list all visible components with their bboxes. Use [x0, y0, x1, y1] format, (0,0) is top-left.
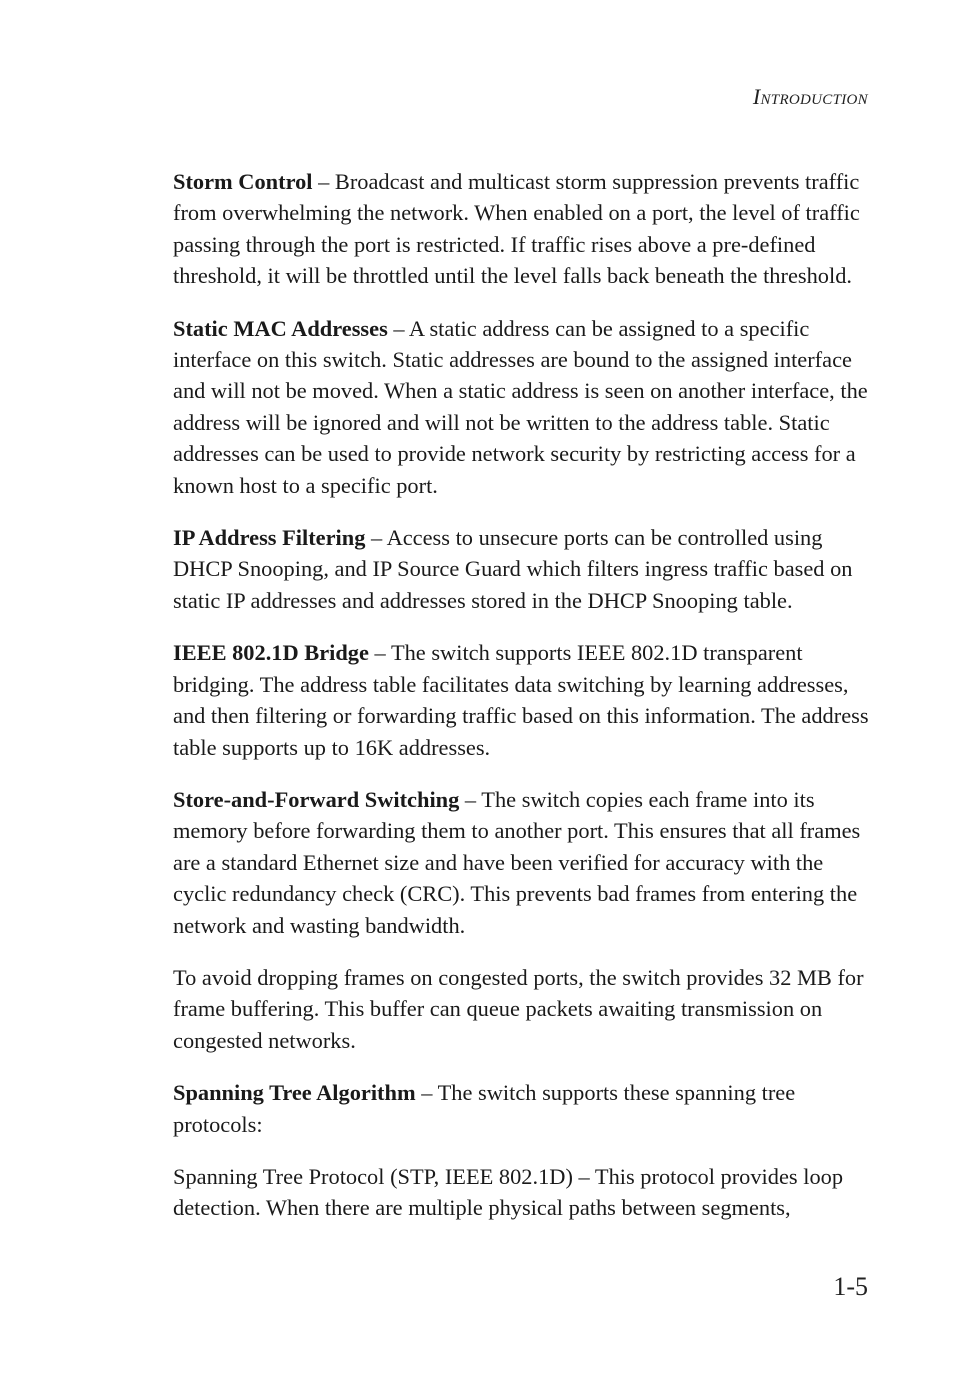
- paragraph-stp: [173, 1161, 873, 1224]
- term-storm-control: Storm Control: [173, 169, 313, 194]
- paragraph-text: – Broadcast and multicast storm suppression prevents traffic from overwhelming the network. When enabled on a port, the level of traffic passing through the port is restricted. If traffic rises above a pre-defined threshold, it will be throttled until the level falls back beneath the threshold.: [173, 169, 860, 289]
- term-static-mac-addresses: Static MAC Addresses: [173, 315, 388, 341]
- paragraph-text: – Access to unsecure ports can be controlled using DHCP Snooping, and IP Source Guard which filters ingress traffic based on static IP addresses and addresses stored in the DHCP Snooping table.: [173, 525, 853, 613]
- paragraph-spanning-tree-algorithm: [173, 1077, 873, 1140]
- paragraph-text: – The switch supports IEEE 802.1D transparent bridging. The address table facilitates data switching by learning addresses, and then filtering or forwarding traffic based on this information. The address table supports up to 16K addresses.: [173, 640, 869, 760]
- term-store-and-forward: Store-and-Forward Switching: [173, 786, 460, 812]
- term-ieee-bridge: IEEE 802.1D Bridge: [173, 640, 369, 666]
- paragraph-text: To avoid dropping frames on congested ports, the switch provides 32 MB for frame buffering. This buffer can queue packets awaiting transmission on congested networks.: [173, 964, 864, 1053]
- paragraph-store-and-forward: [173, 784, 873, 941]
- paragraph-frame-buffering: [173, 962, 873, 1056]
- paragraph-ip-address-filtering: [173, 522, 873, 616]
- page-number: 1-5: [833, 1272, 868, 1301]
- running-header: Introduction: [752, 84, 868, 109]
- paragraph-text: Spanning Tree Protocol (STP, IEEE 802.1D) – This protocol provides loop detection. When there are multiple physical paths between segments,: [173, 1163, 844, 1221]
- paragraph-text: – The switch supports these spanning tree protocols:: [173, 1080, 796, 1137]
- paragraph-text: – The switch copies each frame into its memory before forwarding them to another port. This ensures that all frames are a standard Ethernet size and have been verified for accuracy with the cyclic redundancy check (CRC). This prevents bad frames from entering the network and wasting bandwidth.: [173, 786, 861, 938]
- paragraph-static-mac-addresses: [173, 313, 873, 501]
- page-body: [173, 166, 873, 1245]
- term-ip-address-filtering: IP Address Filtering: [173, 525, 366, 551]
- paragraph-ieee-bridge: [173, 637, 873, 763]
- paragraph-text: – A static address can be assigned to a specific interface on this switch. Static addresses are bound to the assigned interface and will not be moved. When a static address is seen on another interface, the address will be ignored and will not be written to the address table. Static addresses can be used to provide network security by restricting access for a known host to a specific port.: [173, 315, 868, 498]
- term-spanning-tree-algorithm: Spanning Tree Algorithm: [173, 1080, 416, 1106]
- paragraph-storm-control: [173, 166, 873, 292]
